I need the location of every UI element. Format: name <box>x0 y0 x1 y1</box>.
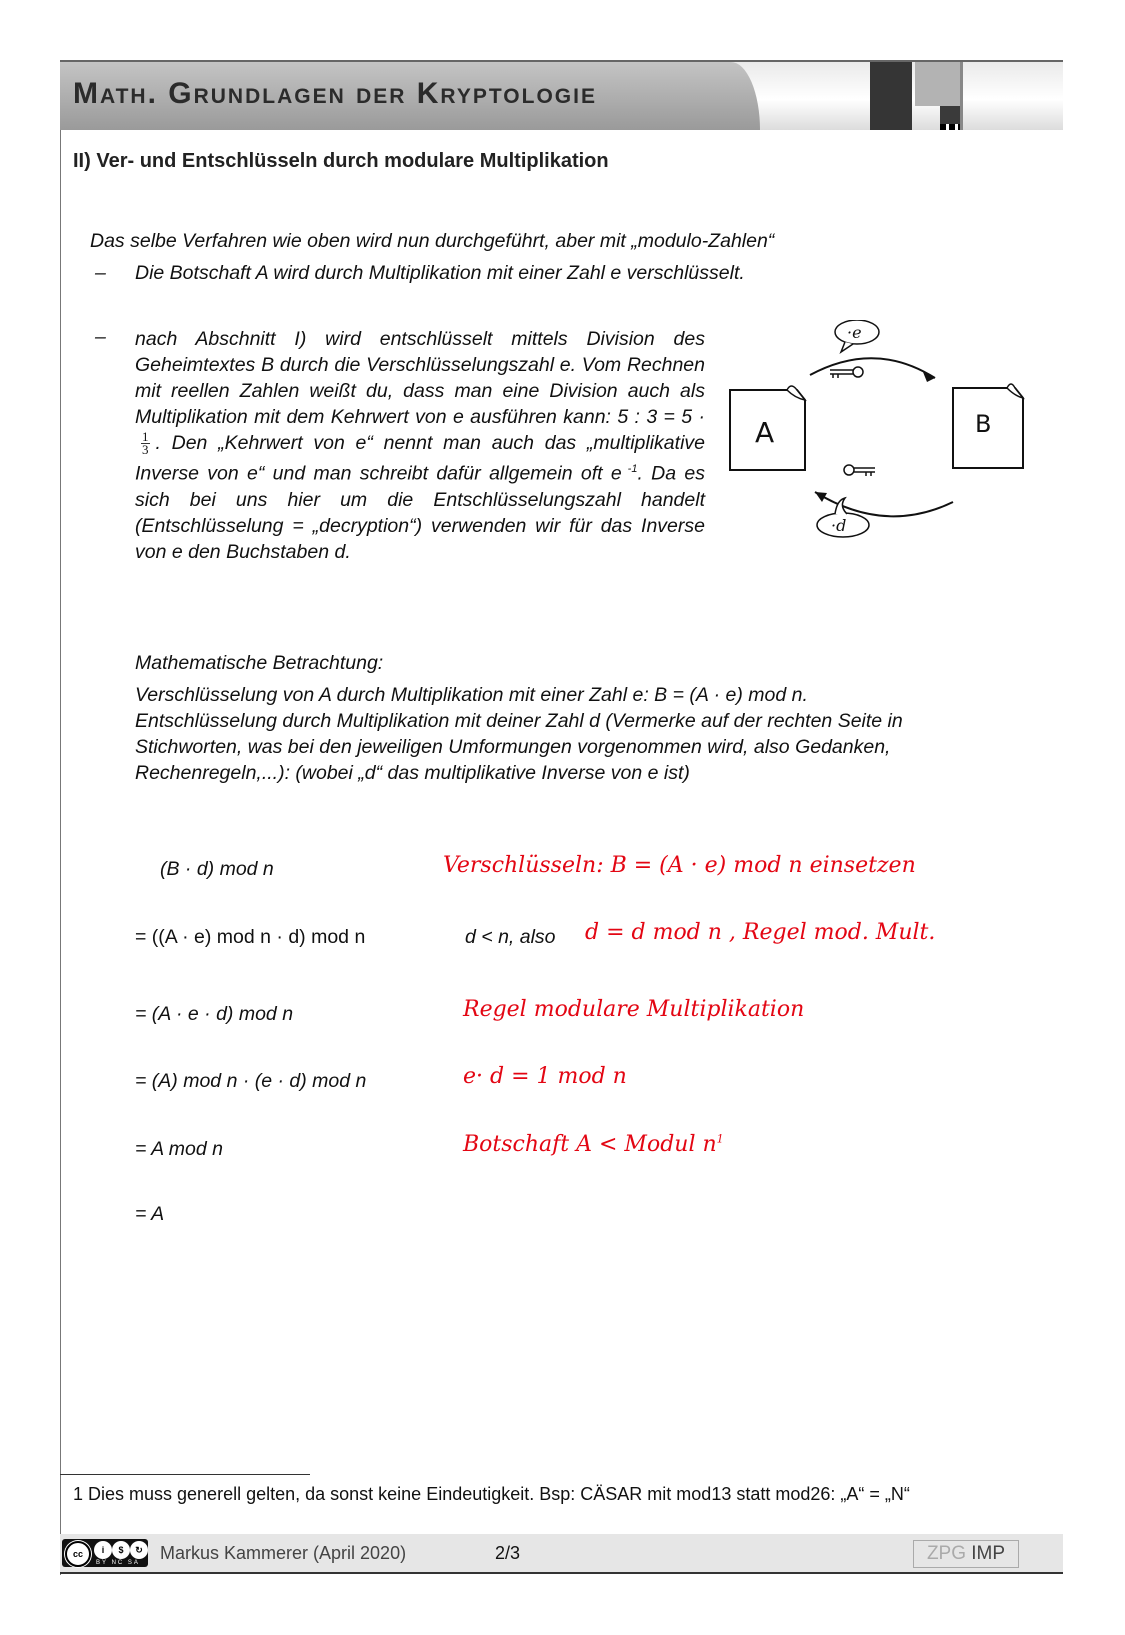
footnote: 1 Dies muss generell gelten, da sonst keine Eindeutigkeit. Bsp: CÄSAR mit mod13 statt mod26: „A“ = „N“ <box>73 1484 910 1504</box>
zpg-imp-logo <box>913 1540 1019 1568</box>
bullet-marker: – <box>95 326 106 348</box>
inverse-superscript: -1 <box>621 463 638 476</box>
document-a-label: A <box>755 416 775 449</box>
cc-icon: cc <box>65 1541 91 1567</box>
math-label: Mathematische Betrachtung: <box>135 652 384 674</box>
by-icon: i <box>94 1541 112 1559</box>
nc-icon: $ <box>112 1541 130 1559</box>
header-band <box>60 62 760 130</box>
logo-imp: IMP <box>971 1543 1006 1564</box>
intro-line: Das selbe Verfahren wie oben wird nun durchgeführt, aber mit „modulo-Zahlen“ <box>90 230 775 252</box>
derivation-note-2: d = d mod n , Regel mod. Mult. <box>585 920 936 945</box>
cc-by-nc-sa-icon <box>62 1539 148 1567</box>
derivation-note-5 <box>463 1132 724 1157</box>
bubble-d-label: ·d <box>831 516 847 535</box>
bullet-2-paragraph <box>135 326 705 565</box>
footnote-reference: 1 <box>716 1132 724 1146</box>
bullet-1-text: Die Botschaft A wird durch Multiplikation mit einer Zahl e verschlüsselt. <box>135 262 745 284</box>
math-decrypt-line-2: Stichworten, was bei den jeweiligen Umformungen vorgenommen wird, also Gedanken, <box>135 736 891 758</box>
encryption-diagram <box>725 320 1045 560</box>
fraction-one-third <box>141 431 150 456</box>
section-heading: II) Ver- und Entschlüsseln durch modulare Multiplikation <box>73 150 609 172</box>
fraction-denominator: 3 <box>142 442 149 458</box>
header-title: Math. Grundlagen der Kryptologie <box>73 77 597 110</box>
header-logo-edge <box>960 62 963 130</box>
derivation-note-4: e· d = 1 mod n <box>463 1064 627 1089</box>
footnote-divider <box>60 1474 310 1475</box>
page-header <box>60 60 1063 130</box>
page-frame <box>60 60 1064 1575</box>
sa-icon: ↻ <box>130 1541 148 1559</box>
header-logo-block-dark <box>870 62 912 130</box>
header-logo-block-gray <box>915 62 960 106</box>
derivation-note-5-text: Botschaft A < Modul n <box>463 1132 717 1157</box>
math-encrypt-line: Verschlüsselung von A durch Multiplikation mit einer Zahl e: B = (A · e) mod n. <box>135 684 808 706</box>
logo-zpg: ZPG <box>926 1543 966 1564</box>
bullet-2-text-part3: . Da es sich bei uns hier um die Entschlüsselungszahl handelt (Entschlüsselung = „decryption“) verwenden wir für das Inverse von e den Buchstaben d. <box>135 462 705 563</box>
derivation-note-3: Regel modulare Multiplikation <box>463 997 805 1022</box>
author: Markus Kammerer (April 2020) <box>160 1543 407 1563</box>
bullet-2-text-part2: . Den „Kehrwert von e“ nennt man auch das „multiplikative Inverse von e“ und man schreibt dafür allgemein oft e <box>135 432 705 485</box>
document-b-label: B <box>975 410 992 438</box>
bullet-2-text-part1: nach Abschnitt I) wird entschlüsselt mittels Division des Geheimtextes B durch die Verschlüsselungszahl e. Vom Rechnen mit reellen Zahlen weißt du, dass man eine Division auch als Multiplikation mit dem Kehrwert von e ausführen kann: 5 : 3 = 5 · <box>135 328 705 428</box>
fraction-numerator: 1 <box>142 429 149 445</box>
derivation-step-6: = A <box>135 1203 165 1225</box>
page-footer <box>60 1534 1063 1574</box>
derivation-note-1: Verschlüsseln: B = (A · e) mod n einsetzen <box>443 853 916 878</box>
math-consideration <box>135 650 1055 786</box>
license-label: BY NC SA <box>96 1560 140 1566</box>
bullet-marker: – <box>95 262 106 284</box>
page-number: 2/3 <box>495 1543 521 1563</box>
derivation-step-2: = ((A · e) mod n · d) mod n <box>135 926 366 948</box>
derivation-step-5-text: = A mod n <box>135 1138 223 1160</box>
header-logo-feet <box>940 124 960 130</box>
derivation-step-5 <box>135 1138 223 1161</box>
math-decrypt-line-1: Entschlüsselung durch Multiplikation mit deiner Zahl d (Vermerke auf der rechten Seite in <box>135 710 903 732</box>
bubble-e-label: ·e <box>847 323 862 342</box>
derivation-step-3: = (A · e · d) mod n <box>135 1003 294 1025</box>
encryption-cycle-illustration <box>725 320 1045 560</box>
derivation-note-2-prefix: d < n, also <box>465 926 556 948</box>
derivation-step-4: = (A) mod n · (e · d) mod n <box>135 1070 367 1092</box>
math-decrypt-line-3: Rechenregeln,...): (wobei „d“ das multiplikative Inverse von e ist) <box>135 762 690 784</box>
derivation-step-1: (B · d) mod n <box>160 858 274 880</box>
